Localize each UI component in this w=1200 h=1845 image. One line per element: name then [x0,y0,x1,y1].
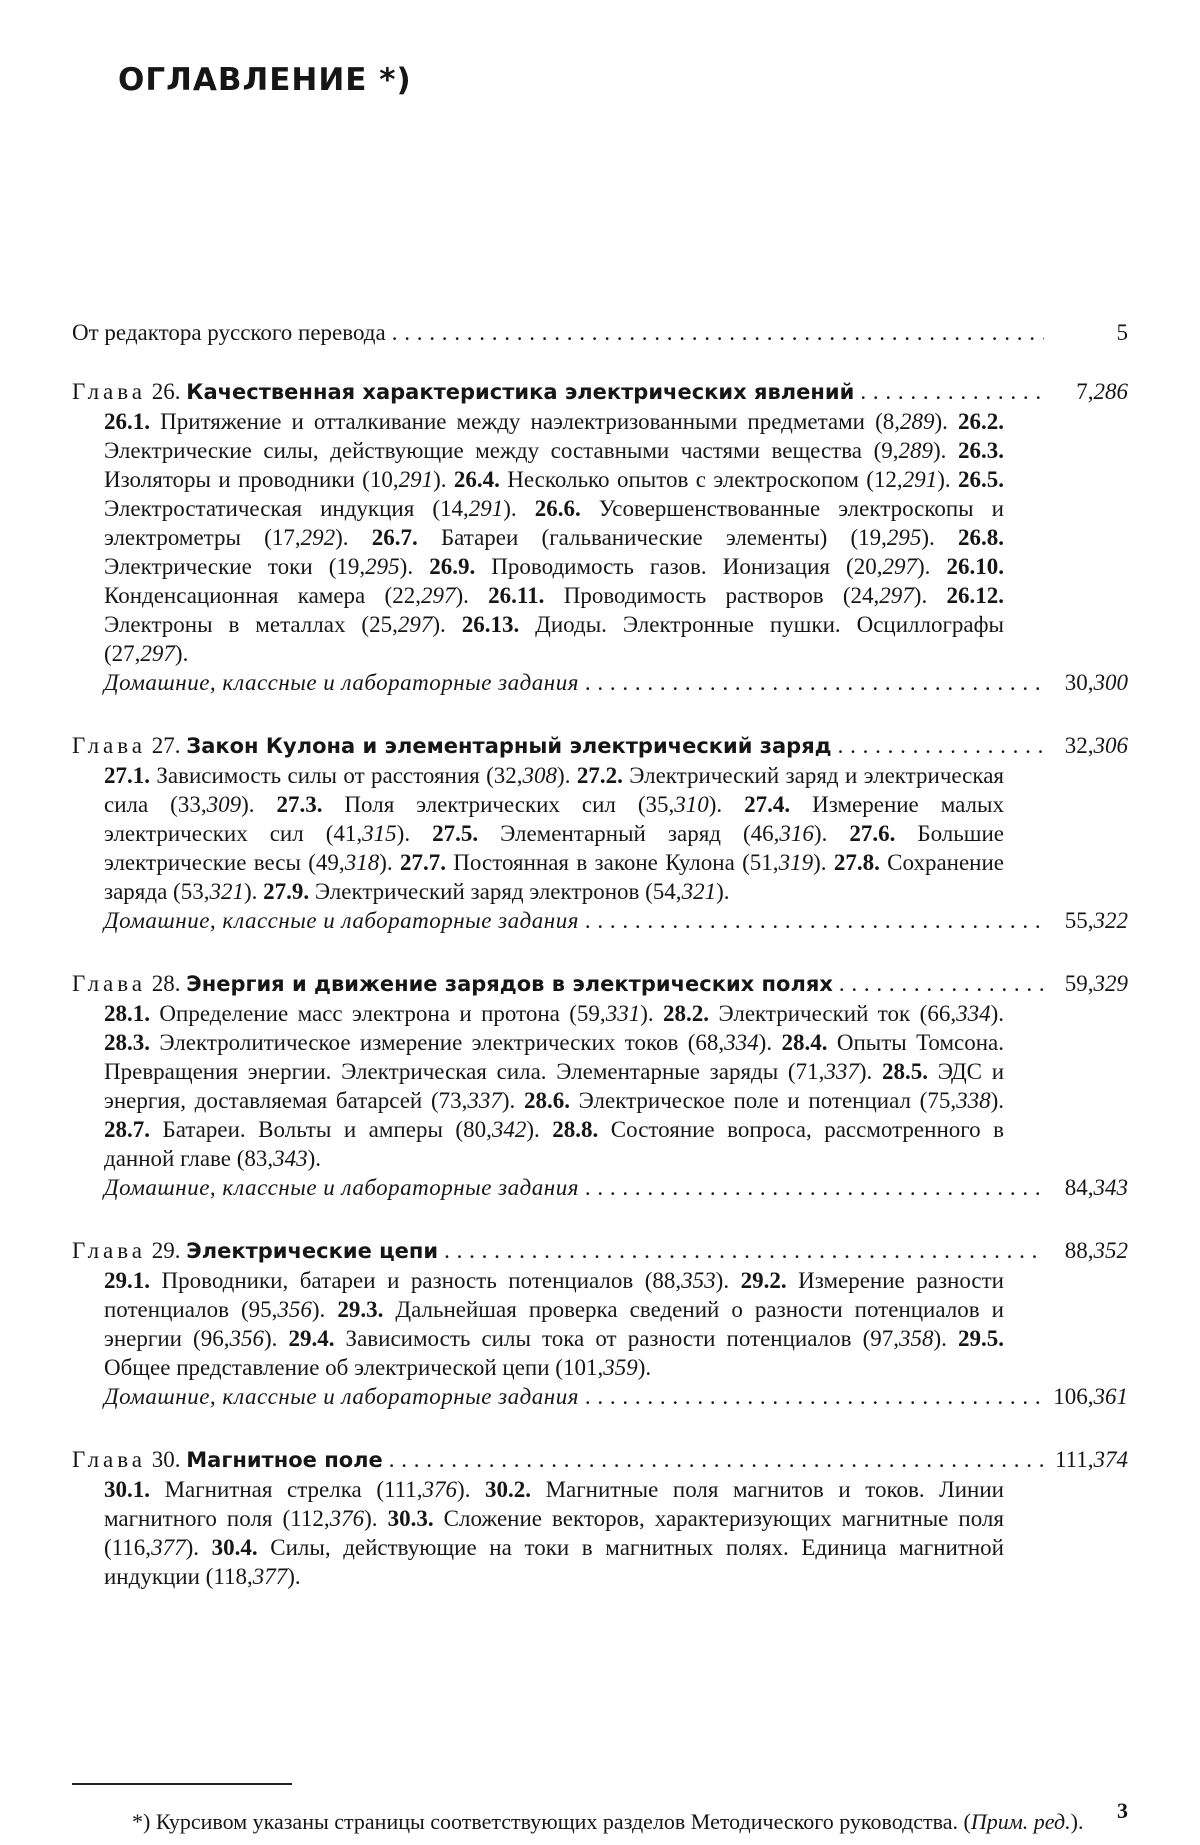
chapter-block [72,1445,1128,1591]
section-text-end: ). [526,1117,553,1142]
section-text-end: ). [913,583,947,608]
page-number-main: 30, [1064,670,1094,695]
section-text-end: ). [916,554,947,579]
section-text: Несколько опытов с электроскопом (12, [499,467,903,492]
section-number: 27.8. [833,850,880,875]
section-number: 26.5. [958,467,1004,492]
section-list [72,999,1004,1173]
homework-text: Домашние, классные и лабораторные задания [104,908,579,933]
homework-entry [72,1382,1128,1411]
section-guide-page: 316 [779,821,814,846]
section-text-end: ). [716,879,730,904]
section-text: Поля электрических сил (35, [322,792,675,817]
section-number: 29.4. [288,1326,335,1351]
section-text-end: ). [990,1088,1004,1113]
chapter-page-ref [1044,1445,1128,1474]
section-text-end: ). [307,1146,322,1171]
chapter-block [72,1236,1128,1411]
page-number-guide: 374 [1093,1447,1128,1472]
section-number: 28.2. [663,1001,710,1026]
section-guide-page: 337 [824,1059,859,1084]
chapter-number: 26. [151,379,181,404]
section-text: Батареи. Вольты и амперы (80, [150,1117,492,1142]
section-number: 29.2. [740,1268,787,1293]
chapter-heading [72,377,1128,407]
section-text: Большие электрические весы (49, [104,821,1004,875]
section-guide-page: 356 [277,1297,312,1322]
leader-dots [585,906,1044,935]
section-number: 27.2. [576,763,623,788]
homework-page-ref [1044,668,1128,697]
section-guide-page: 297 [879,583,914,608]
section-text: Электрический заряд электронов (54, [309,879,682,904]
section-text-end: ). [396,821,433,846]
section-number: 26.8. [958,525,1005,550]
chapter-heading [72,1445,1128,1475]
section-number: 26.13. [461,612,520,637]
section-number: 30.2. [485,1477,532,1502]
section-text: ЭДС и энергия, доставляемая батарсей (73, [104,1059,1005,1113]
page-number-guide: 306 [1093,733,1128,758]
section-guide-page: 358 [898,1326,934,1351]
section-text: Измерение разности потенциалов (95, [104,1268,1004,1322]
section-text: Опыты Томсона. Превращения энергии. Электрическая сила. Элементарные заряды (71, [104,1030,1004,1084]
section-text-end: ). [433,467,454,492]
section-number: 28.3. [104,1030,150,1055]
section-text: Конденсационная камера (22, [104,583,421,608]
section-guide-page: 343 [273,1146,308,1171]
section-text-end: ). [813,850,834,875]
section-number: 26.3. [957,438,1004,463]
section-text-end: ). [243,879,264,904]
section-text: Проводимость растворов (24, [544,583,880,608]
section-text-end: ). [715,1268,741,1293]
section-guide-page: 295 [365,554,400,579]
section-text-end: ). [287,1564,301,1589]
section-text-end: ). [937,467,958,492]
section-text-end: ). [503,496,535,521]
section-text: Притяжение и отталкивание между наэлектризованными предметами (8, [150,409,900,434]
section-text-end: ). [758,1030,782,1055]
homework-page-ref [1044,1382,1128,1411]
section-number: 26.4. [453,467,500,492]
chapter-heading-text [72,731,832,761]
homework-text: Домашние, классные и лабораторные задания [104,1175,579,1200]
section-number: 27.3. [276,792,323,817]
section-number: 29.1. [104,1268,150,1293]
section-number: 28.7. [104,1117,150,1142]
chapter-title: Закон Кулона и элементарный электрический заряд [186,734,832,758]
page-number-main: 84, [1064,1175,1094,1200]
section-guide-page: 297 [882,554,917,579]
page-number-guide: 361 [1093,1384,1128,1409]
toc-entry-text: От редактора русского перевода [72,320,386,345]
toc-entry-editor [72,318,1128,347]
chapter-page-ref [1044,1236,1128,1265]
homework-entry [72,906,1128,935]
section-guide-page: 376 [422,1477,458,1502]
section-number: 26.10. [946,554,1004,579]
homework-entry [72,668,1128,697]
chapter-heading-text [72,377,854,407]
section-guide-page: 334 [724,1030,759,1055]
section-text: Зависимость силы от расстояния (32, [150,763,523,788]
section-number: 27.9. [263,879,310,904]
section-text-end: ). [640,1001,664,1026]
section-guide-page: 331 [605,1001,641,1026]
chapter-page-ref [1044,377,1128,406]
chapter-number: 30. [151,1447,181,1472]
section-text-end: ). [921,525,959,550]
section-text: Электрические токи (19, [104,554,366,579]
page-number: 3 [1117,1798,1128,1823]
section-text: Сохранение заряда (53, [104,850,1004,904]
section-number: 30.3. [387,1506,434,1531]
section-number: 30.4. [211,1535,258,1560]
section-text: Электрическое поле и потенциал (75, [569,1088,957,1113]
section-number: 26.11. [488,583,545,608]
section-guide-page: 318 [344,850,380,875]
section-guide-page: 297 [397,612,433,637]
page-number-guide: 343 [1093,1175,1128,1200]
section-guide-page: 353 [681,1268,716,1293]
footnote [72,1808,1128,1836]
section-text: Постоянная в законе Кулона (51, [445,850,779,875]
section-guide-page: 319 [778,850,814,875]
section-guide-page: 315 [362,821,397,846]
section-number: 28.4. [781,1030,828,1055]
chapter-block [72,377,1128,697]
section-guide-page: 295 [886,525,922,550]
chapter-label: Глава [72,733,147,758]
section-text: Измерение малых электрических сил (41, [104,792,1004,846]
leader-dots [392,318,1044,347]
section-guide-page: 334 [956,1001,991,1026]
chapter-label: Глава [72,379,147,404]
chapter-title: Магнитное поле [186,1448,383,1472]
section-text-end: ). [379,850,400,875]
section-guide-page: 297 [420,583,456,608]
chapter-heading-text [72,1236,438,1266]
section-text-end: ). [335,525,372,550]
chapter-block [72,731,1128,935]
chapter-label: Глава [72,971,147,996]
section-number: 28.5. [881,1059,928,1084]
section-number: 28.1. [104,1001,150,1026]
section-text-end: ). [364,1506,388,1531]
section-guide-page: 291 [468,496,504,521]
section-text-end: ). [185,1535,212,1560]
footnote-italic: Прим. ред. [970,1809,1071,1834]
section-text: Определение масс электрона и протона (59, [150,1001,606,1026]
section-text: Электрический ток (66, [709,1001,957,1026]
section-guide-page: 337 [467,1088,502,1113]
section-text-end: ). [455,583,489,608]
section-text: Элементарный заряд (46, [478,821,780,846]
chapter-page-ref [1044,969,1128,998]
homework-text: Домашние, классные и лабораторные задания [104,1384,579,1409]
page-number-guide: 300 [1093,670,1128,695]
section-text-end: ). [557,763,577,788]
section-guide-page: 297 [140,641,175,666]
section-list [72,407,1004,668]
section-text-end: ). [858,1059,882,1084]
section-guide-page: 342 [491,1117,527,1142]
chapter-number: 28. [151,971,181,996]
section-guide-page: 377 [151,1535,186,1560]
chapter-title: Энергия и движение зарядов в электрических полях [186,972,833,996]
leader-dots [860,377,1044,406]
leader-dots [839,969,1044,998]
chapter-label: Глава [72,1238,147,1263]
homework-page-ref [1044,1173,1128,1202]
section-number: 27.5. [432,821,479,846]
section-number: 27.1. [104,763,150,788]
section-number: 30.1. [104,1477,150,1502]
section-text: Изоляторы и проводники (10, [104,467,399,492]
leader-dots [838,731,1044,760]
chapter-label: Глава [72,1447,147,1472]
section-number: 28.6. [523,1088,570,1113]
section-number: 29.5. [958,1326,1004,1351]
leader-dots [444,1236,1044,1265]
section-text-end: ). [708,792,745,817]
chapter-block [72,969,1128,1202]
page-number-guide: 352 [1093,1238,1128,1263]
section-text-end: ). [990,1001,1004,1026]
section-guide-page: 310 [674,792,709,817]
section-number: 26.9. [429,554,476,579]
leader-dots [585,668,1044,697]
section-guide-page: 308 [522,763,558,788]
section-number: 28.8. [552,1117,599,1142]
section-guide-page: 292 [300,525,336,550]
section-text: Состояние вопроса, рассмотренного в данной главе (83, [104,1117,1004,1171]
page-number-main: 7, [1076,379,1094,404]
page-number-guide: 329 [1093,971,1128,996]
section-number: 26.7. [371,525,418,550]
section-text-end: ). [457,1477,486,1502]
section-guide-page: 289 [898,438,933,463]
section-number: 26.1. [104,409,150,434]
homework-text: Домашние, классные и лабораторные задания [104,670,579,695]
section-guide-page: 321 [681,879,717,904]
page-number-main: 32, [1064,733,1094,758]
section-guide-page: 356 [229,1326,264,1351]
section-guide-page: 321 [209,879,244,904]
section-text: Проводимость газов. Ионизация (20, [475,554,883,579]
footnote-end: ). [1070,1809,1084,1834]
section-text: Диоды. Электронные пушки. Осциллографы (27, [104,612,1004,666]
section-number: 26.12. [946,583,1004,608]
page-number-main: 55, [1064,908,1094,933]
section-guide-page: 309 [206,792,242,817]
section-text: Дальнейшая проверка сведений о разности потенциалов и энергии (96, [104,1297,1004,1351]
section-text-end: ). [637,1355,652,1380]
section-text: Электролитическое измерение электрических токов (68, [150,1030,725,1055]
chapter-heading-text [72,969,833,999]
section-text-end: ). [263,1326,289,1351]
chapter-heading [72,731,1128,761]
section-text: Электрические силы, действующие между составными частями вещества (9, [104,438,899,463]
leader-dots [389,1445,1044,1474]
page-number-main: 59, [1064,971,1094,996]
section-guide-page: 377 [252,1564,288,1589]
section-guide-page: 291 [398,467,434,492]
chapter-page-ref [1044,731,1128,760]
section-number: 27.7. [399,850,446,875]
section-text: Силы, действующие на токи в магнитных полях. Единица магнитной индукции (118, [104,1535,1004,1589]
section-text: Электрический заряд и электрическая сила (33, [104,763,1004,817]
section-text-end: ). [934,409,958,434]
chapter-heading-text [72,1445,383,1475]
section-text: Электроны в металлах (25, [104,612,398,637]
section-list [72,1475,1004,1591]
chapter-title: Качественная характеристика электрических явлений [186,380,855,404]
section-text-end: ). [932,438,958,463]
page-number-main: 111, [1054,1447,1094,1472]
table-of-contents [72,318,1128,1625]
section-guide-page: 291 [902,467,938,492]
footnote-rule [72,1783,292,1785]
section-text: Магнитная стрелка (111, [150,1477,423,1502]
homework-entry [72,1173,1128,1202]
section-guide-page: 359 [603,1355,638,1380]
chapter-heading [72,1236,1128,1266]
section-text-end: ). [174,641,189,666]
chapter-title: Электрические цепи [186,1239,439,1263]
section-number: 27.4. [744,792,791,817]
section-number: 26.2. [958,409,1004,434]
chapter-heading [72,969,1128,999]
chapter-number: 27. [151,733,181,758]
section-number: 26.6. [534,496,581,521]
homework-page-ref [1044,906,1128,935]
section-text-end: ). [399,554,430,579]
section-guide-page: 338 [956,1088,991,1113]
leader-dots [585,1382,1044,1411]
section-text: Проводники, батареи и разность потенциалов (88, [150,1268,682,1293]
section-text-end: ). [241,792,277,817]
section-text: Общее представление об электрической цепи (101, [104,1355,604,1380]
page-title: ОГЛАВЛЕНИЕ *) [118,62,412,98]
section-text: Магнитные поля магнитов и токов. Линии магнитного поля (112, [104,1477,1004,1531]
section-guide-page: 376 [329,1506,365,1531]
section-text: Электростатическая индукция (14, [104,496,469,521]
section-text-end: ). [813,821,850,846]
section-number: 27.6. [849,821,896,846]
page-number-guide: 322 [1093,908,1128,933]
section-text: Зависимость силы тока от разности потенциалов (97, [334,1326,899,1351]
section-text: Батареи (гальванические элементы) (19, [417,525,887,550]
section-list [72,761,1004,906]
section-text-end: ). [311,1297,338,1322]
section-text: Усовершенствованные электроскопы и электрометры (17, [104,496,1004,550]
footnote-text: *) Курсивом указаны страницы соответствующих разделов Методического руководства. ( [132,1809,971,1834]
toc-page-ref: 5 [1116,320,1128,345]
section-text-end: ). [933,1326,958,1351]
leader-dots [585,1173,1044,1202]
section-list [72,1266,1004,1382]
section-guide-page: 289 [900,409,935,434]
chapter-list [72,377,1128,1591]
page-number-main: 88, [1064,1238,1094,1263]
page-number-main: 106, [1053,1384,1094,1409]
section-text-end: ). [501,1088,524,1113]
chapter-number: 29. [151,1238,181,1263]
section-number: 29.3. [337,1297,384,1322]
page-number-guide: 286 [1093,379,1128,404]
section-text: Сложение векторов, характеризующих магнитные поля (116, [104,1506,1004,1560]
section-text-end: ). [432,612,462,637]
